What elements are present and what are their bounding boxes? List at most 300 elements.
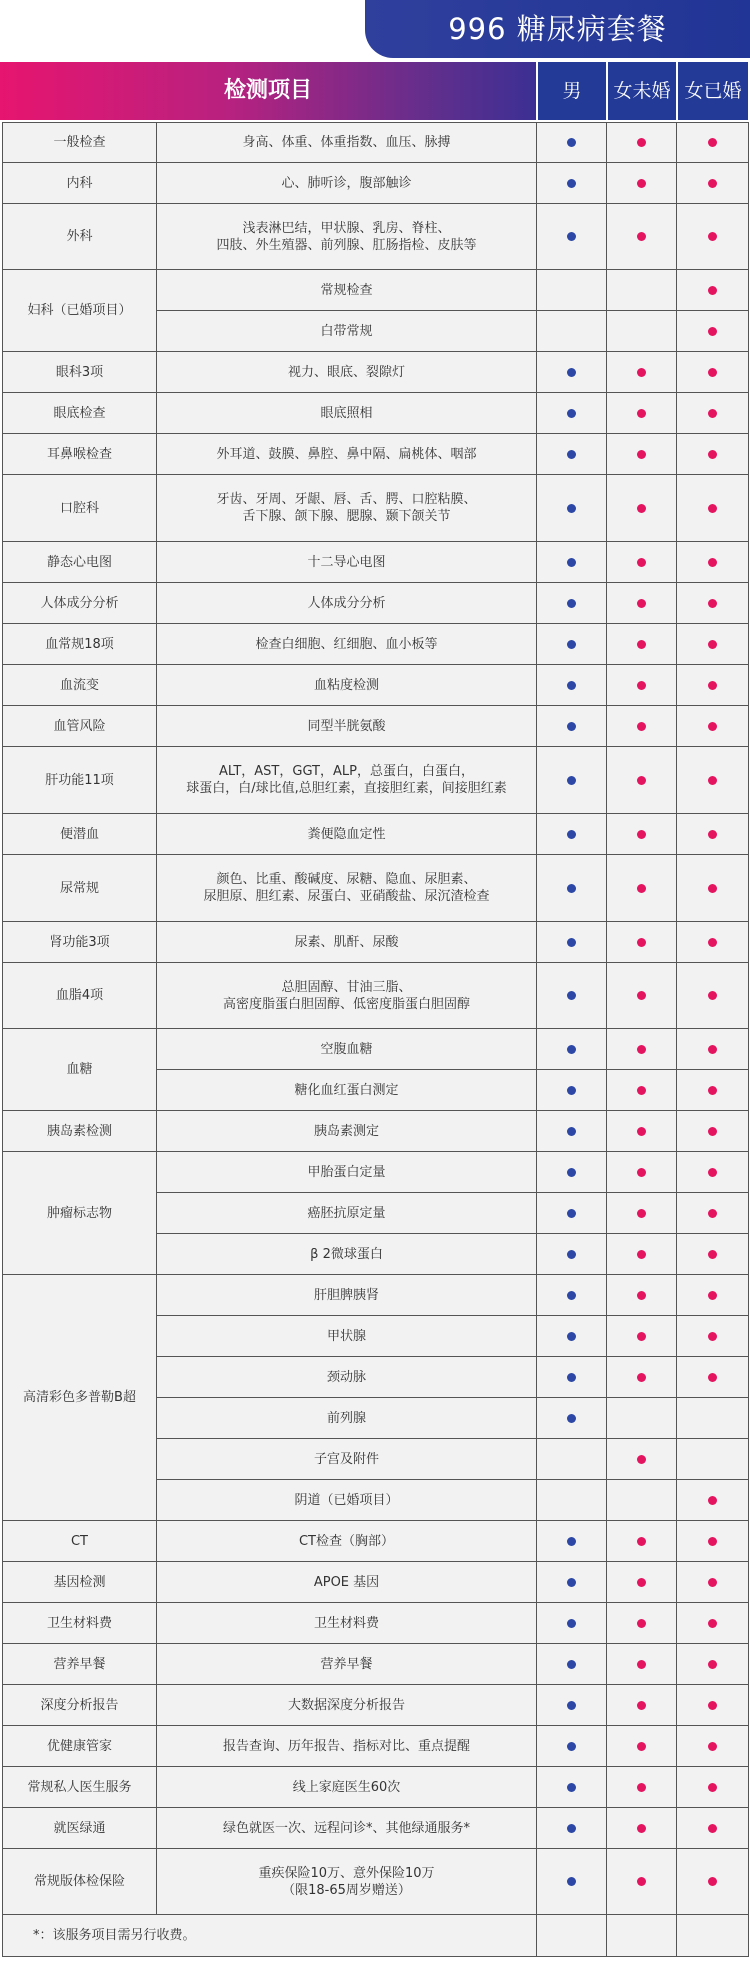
category-cell: 尿常规 bbox=[3, 855, 157, 922]
female-married-column-cell bbox=[677, 1767, 749, 1808]
included-dot-female bbox=[708, 1209, 717, 1218]
included-dot-female bbox=[708, 1783, 717, 1792]
table-row bbox=[3, 1808, 749, 1849]
female-unmarried-column-cell bbox=[607, 1275, 677, 1316]
included-dot-female bbox=[708, 991, 717, 1000]
included-dot-male bbox=[567, 1578, 576, 1587]
included-dot-female bbox=[708, 409, 717, 418]
table-row bbox=[3, 665, 749, 706]
female-married-column-cell bbox=[677, 1808, 749, 1849]
female-unmarried-column-cell bbox=[607, 963, 677, 1029]
included-dot-female bbox=[637, 1127, 646, 1136]
category-cell: 眼科3项 bbox=[3, 352, 157, 393]
male-column-cell bbox=[537, 352, 607, 393]
item-detail-cell: β 2微球蛋白 bbox=[157, 1234, 537, 1275]
included-dot-female bbox=[708, 1168, 717, 1177]
table-row bbox=[3, 1767, 749, 1808]
included-dot-male bbox=[567, 599, 576, 608]
female-unmarried-column-cell bbox=[607, 311, 677, 352]
included-dot-female bbox=[637, 681, 646, 690]
included-dot-female bbox=[637, 1086, 646, 1095]
included-dot-female bbox=[637, 409, 646, 418]
male-column-cell bbox=[537, 624, 607, 665]
included-dot-female bbox=[637, 1619, 646, 1628]
male-column-cell bbox=[537, 665, 607, 706]
included-dot-female bbox=[708, 450, 717, 459]
footnote-empty-cell bbox=[607, 1915, 677, 1957]
included-dot-female bbox=[708, 1496, 717, 1505]
table-row bbox=[3, 1685, 749, 1726]
item-detail-cell: 胰岛素测定 bbox=[157, 1111, 537, 1152]
package-title: 996 糖尿病套餐 bbox=[365, 0, 750, 58]
item-detail-cell: 子宫及附件 bbox=[157, 1439, 537, 1480]
male-column-cell bbox=[537, 1685, 607, 1726]
included-dot-male bbox=[567, 1127, 576, 1136]
table-row bbox=[3, 542, 749, 583]
category-cell: 基因检测 bbox=[3, 1562, 157, 1603]
included-dot-female bbox=[637, 1291, 646, 1300]
item-detail-cell: 总胆固醇、甘油三脂、 高密度脂蛋白胆固醇、低密度脂蛋白胆固醇 bbox=[157, 963, 537, 1029]
female-unmarried-column-cell bbox=[607, 270, 677, 311]
included-dot-male bbox=[567, 722, 576, 731]
male-column-cell bbox=[537, 393, 607, 434]
category-cell: 外科 bbox=[3, 204, 157, 270]
female-married-column-cell bbox=[677, 747, 749, 814]
category-cell: 血常规18项 bbox=[3, 624, 157, 665]
female-married-column-cell bbox=[677, 352, 749, 393]
category-cell: 妇科（已婚项目） bbox=[3, 270, 157, 352]
female-unmarried-column-cell bbox=[607, 1439, 677, 1480]
included-dot-female bbox=[637, 1783, 646, 1792]
female-married-column-cell bbox=[677, 1152, 749, 1193]
female-married-column-cell bbox=[677, 123, 749, 163]
category-cell: 一般检查 bbox=[3, 123, 157, 163]
male-column-cell bbox=[537, 1275, 607, 1316]
category-cell: 高清彩色多普勒B超 bbox=[3, 1275, 157, 1521]
item-detail-cell: 糖化血红蛋白测定 bbox=[157, 1070, 537, 1111]
included-dot-female bbox=[637, 1168, 646, 1177]
female-unmarried-column-cell bbox=[607, 204, 677, 270]
female-unmarried-column-cell bbox=[607, 542, 677, 583]
male-column-cell bbox=[537, 1439, 607, 1480]
item-detail-cell: 颜色、比重、酸碱度、尿糖、隐血、尿胆素、 尿胆原、胆红素、尿蛋白、亚硝酸盐、尿沉渣检查 bbox=[157, 855, 537, 922]
item-detail-cell: 十二导心电图 bbox=[157, 542, 537, 583]
category-cell: 肾功能3项 bbox=[3, 922, 157, 963]
female-married-column-cell bbox=[677, 922, 749, 963]
male-column-cell bbox=[537, 1193, 607, 1234]
table-row bbox=[3, 1111, 749, 1152]
included-dot-male bbox=[567, 179, 576, 188]
included-dot-female bbox=[708, 830, 717, 839]
male-column-cell bbox=[537, 1480, 607, 1521]
female-unmarried-column-cell bbox=[607, 1357, 677, 1398]
female-unmarried-column-cell bbox=[607, 1521, 677, 1562]
included-dot-female bbox=[637, 1455, 646, 1464]
item-detail-cell: 甲胎蛋白定量 bbox=[157, 1152, 537, 1193]
male-column-cell bbox=[537, 270, 607, 311]
included-dot-female bbox=[637, 884, 646, 893]
included-dot-male bbox=[567, 1045, 576, 1054]
item-detail-cell: 绿色就医一次、远程问诊*、其他绿通服务* bbox=[157, 1808, 537, 1849]
included-dot-female bbox=[708, 558, 717, 567]
item-detail-cell: 甲状腺 bbox=[157, 1316, 537, 1357]
female-married-column-cell bbox=[677, 624, 749, 665]
item-detail-cell: 外耳道、鼓膜、鼻腔、鼻中隔、扁桃体、咽部 bbox=[157, 434, 537, 475]
female-unmarried-column-cell bbox=[607, 1152, 677, 1193]
included-dot-female bbox=[637, 1373, 646, 1382]
included-dot-female bbox=[708, 1578, 717, 1587]
item-detail-cell: 营养早餐 bbox=[157, 1644, 537, 1685]
included-dot-female bbox=[637, 1250, 646, 1259]
category-cell: 静态心电图 bbox=[3, 542, 157, 583]
included-dot-female bbox=[637, 450, 646, 459]
included-dot-female bbox=[708, 722, 717, 731]
female-unmarried-column-cell bbox=[607, 922, 677, 963]
male-column-cell bbox=[537, 542, 607, 583]
female-unmarried-column-cell bbox=[607, 814, 677, 855]
table-row bbox=[3, 352, 749, 393]
included-dot-female bbox=[708, 1332, 717, 1341]
female-married-column-cell bbox=[677, 1521, 749, 1562]
included-dot-male bbox=[567, 1877, 576, 1886]
included-dot-female bbox=[637, 138, 646, 147]
female-married-column-cell bbox=[677, 311, 749, 352]
female-unmarried-column-cell bbox=[607, 1808, 677, 1849]
included-dot-female bbox=[708, 1537, 717, 1546]
female-unmarried-column-cell bbox=[607, 1029, 677, 1070]
female-married-column-cell bbox=[677, 1234, 749, 1275]
included-dot-female bbox=[708, 1045, 717, 1054]
included-dot-female bbox=[708, 232, 717, 241]
female-married-column-cell bbox=[677, 1357, 749, 1398]
female-married-column-cell bbox=[677, 393, 749, 434]
table-row bbox=[3, 1603, 749, 1644]
included-dot-female bbox=[708, 368, 717, 377]
male-column-cell bbox=[537, 963, 607, 1029]
category-cell: 营养早餐 bbox=[3, 1644, 157, 1685]
item-detail-cell: 报告查询、历年报告、指标对比、重点提醒 bbox=[157, 1726, 537, 1767]
included-dot-female bbox=[708, 681, 717, 690]
included-dot-female bbox=[708, 1291, 717, 1300]
included-dot-female bbox=[637, 1742, 646, 1751]
included-dot-female bbox=[708, 138, 717, 147]
included-dot-female bbox=[637, 830, 646, 839]
item-detail-cell: 浅表淋巴结，甲状腺、乳房、脊柱、 四肢、外生殖器、前列腺、肛肠指检、皮肤等 bbox=[157, 204, 537, 270]
female-unmarried-column-cell bbox=[607, 352, 677, 393]
female-married-column-cell bbox=[677, 270, 749, 311]
included-dot-female bbox=[637, 599, 646, 608]
male-column-cell bbox=[537, 1398, 607, 1439]
included-dot-male bbox=[567, 1660, 576, 1669]
male-column-cell bbox=[537, 1808, 607, 1849]
female-married-column-cell bbox=[677, 1726, 749, 1767]
male-column-cell bbox=[537, 747, 607, 814]
included-dot-male bbox=[567, 138, 576, 147]
included-dot-female bbox=[708, 1086, 717, 1095]
table-row bbox=[3, 1029, 749, 1070]
table-row bbox=[3, 1726, 749, 1767]
category-cell: CT bbox=[3, 1521, 157, 1562]
included-dot-female bbox=[637, 179, 646, 188]
female-unmarried-column-cell bbox=[607, 1685, 677, 1726]
female-married-column-cell bbox=[677, 1685, 749, 1726]
exam-items-table bbox=[2, 122, 749, 1957]
male-column-cell bbox=[537, 1111, 607, 1152]
category-cell: 血糖 bbox=[3, 1029, 157, 1111]
item-detail-cell: 癌胚抗原定量 bbox=[157, 1193, 537, 1234]
included-dot-male bbox=[567, 1168, 576, 1177]
included-dot-female bbox=[708, 1250, 717, 1259]
category-cell: 口腔科 bbox=[3, 475, 157, 542]
included-dot-female bbox=[708, 1742, 717, 1751]
category-cell: 胰岛素检测 bbox=[3, 1111, 157, 1152]
female-married-column-cell bbox=[677, 204, 749, 270]
male-column-cell bbox=[537, 1849, 607, 1915]
female-married-column-cell bbox=[677, 475, 749, 542]
category-cell: 常规版体检保险 bbox=[3, 1849, 157, 1915]
included-dot-male bbox=[567, 1701, 576, 1710]
included-dot-female bbox=[637, 1877, 646, 1886]
male-column-cell bbox=[537, 311, 607, 352]
included-dot-female bbox=[708, 327, 717, 336]
female-married-column-cell bbox=[677, 1275, 749, 1316]
table-row bbox=[3, 963, 749, 1029]
male-column-cell bbox=[537, 583, 607, 624]
included-dot-male bbox=[567, 1250, 576, 1259]
female-unmarried-column-cell bbox=[607, 393, 677, 434]
item-detail-cell: 粪便隐血定性 bbox=[157, 814, 537, 855]
male-column-cell bbox=[537, 1316, 607, 1357]
included-dot-male bbox=[567, 232, 576, 241]
included-dot-male bbox=[567, 640, 576, 649]
included-dot-male bbox=[567, 1209, 576, 1218]
included-dot-male bbox=[567, 1332, 576, 1341]
item-detail-cell: 常规检查 bbox=[157, 270, 537, 311]
category-cell: 肿瘤标志物 bbox=[3, 1152, 157, 1275]
female-unmarried-column-cell bbox=[607, 1562, 677, 1603]
female-married-column-cell bbox=[677, 1193, 749, 1234]
female-married-column-cell bbox=[677, 434, 749, 475]
item-detail-cell: 心、肺听诊，腹部触诊 bbox=[157, 163, 537, 204]
included-dot-female bbox=[708, 884, 717, 893]
female-unmarried-column-cell bbox=[607, 1111, 677, 1152]
included-dot-female bbox=[637, 776, 646, 785]
female-married-column-cell bbox=[677, 163, 749, 204]
female-unmarried-column-cell bbox=[607, 747, 677, 814]
table-row bbox=[3, 270, 749, 311]
female-married-column-cell bbox=[677, 1316, 749, 1357]
male-column-cell bbox=[537, 1767, 607, 1808]
female-unmarried-column-cell bbox=[607, 475, 677, 542]
included-dot-male bbox=[567, 558, 576, 567]
header-female-unmarried-column: 女未婚 bbox=[606, 62, 676, 120]
item-detail-cell: 前列腺 bbox=[157, 1398, 537, 1439]
category-cell: 就医绿通 bbox=[3, 1808, 157, 1849]
included-dot-male bbox=[567, 1086, 576, 1095]
female-unmarried-column-cell bbox=[607, 163, 677, 204]
table-row bbox=[3, 814, 749, 855]
table-row bbox=[3, 393, 749, 434]
included-dot-male bbox=[567, 1783, 576, 1792]
included-dot-female bbox=[637, 1824, 646, 1833]
included-dot-male bbox=[567, 1742, 576, 1751]
included-dot-male bbox=[567, 681, 576, 690]
included-dot-female bbox=[708, 286, 717, 295]
female-unmarried-column-cell bbox=[607, 706, 677, 747]
female-unmarried-column-cell bbox=[607, 1398, 677, 1439]
included-dot-female bbox=[637, 1045, 646, 1054]
item-detail-cell: 尿素、肌酐、尿酸 bbox=[157, 922, 537, 963]
female-married-column-cell bbox=[677, 1070, 749, 1111]
included-dot-male bbox=[567, 776, 576, 785]
included-dot-female bbox=[708, 1127, 717, 1136]
included-dot-male bbox=[567, 884, 576, 893]
female-unmarried-column-cell bbox=[607, 665, 677, 706]
male-column-cell bbox=[537, 855, 607, 922]
female-unmarried-column-cell bbox=[607, 624, 677, 665]
table-row bbox=[3, 1152, 749, 1193]
table-row bbox=[3, 475, 749, 542]
item-detail-cell: ALT，AST，GGT，ALP，总蛋白，白蛋白， 球蛋白，白/球比值,总胆红素，直接胆红素，间接胆红素 bbox=[157, 747, 537, 814]
male-column-cell bbox=[537, 204, 607, 270]
category-cell: 卫生材料费 bbox=[3, 1603, 157, 1644]
male-column-cell bbox=[537, 1644, 607, 1685]
item-detail-cell: 视力、眼底、裂隙灯 bbox=[157, 352, 537, 393]
included-dot-male bbox=[567, 1619, 576, 1628]
female-married-column-cell bbox=[677, 1439, 749, 1480]
female-married-column-cell bbox=[677, 1644, 749, 1685]
female-married-column-cell bbox=[677, 542, 749, 583]
male-column-cell bbox=[537, 922, 607, 963]
table-row bbox=[3, 1521, 749, 1562]
female-unmarried-column-cell bbox=[607, 583, 677, 624]
female-married-column-cell bbox=[677, 1029, 749, 1070]
table-row bbox=[3, 123, 749, 163]
male-column-cell bbox=[537, 1726, 607, 1767]
included-dot-female bbox=[637, 938, 646, 947]
category-cell: 血流变 bbox=[3, 665, 157, 706]
item-detail-cell: 线上家庭医生60次 bbox=[157, 1767, 537, 1808]
female-unmarried-column-cell bbox=[607, 1316, 677, 1357]
included-dot-female bbox=[708, 179, 717, 188]
table-row bbox=[3, 922, 749, 963]
included-dot-male bbox=[567, 409, 576, 418]
item-detail-cell: APOE 基因 bbox=[157, 1562, 537, 1603]
female-married-column-cell bbox=[677, 665, 749, 706]
female-married-column-cell bbox=[677, 706, 749, 747]
header-female-married-column: 女已婚 bbox=[676, 62, 748, 120]
table-row bbox=[3, 1644, 749, 1685]
included-dot-female bbox=[637, 640, 646, 649]
header-item-column: 检测项目 bbox=[0, 62, 536, 120]
table-row bbox=[3, 747, 749, 814]
female-married-column-cell bbox=[677, 1480, 749, 1521]
category-cell: 眼底检查 bbox=[3, 393, 157, 434]
item-detail-cell: 大数据深度分析报告 bbox=[157, 1685, 537, 1726]
item-detail-cell: 空腹血糖 bbox=[157, 1029, 537, 1070]
included-dot-female bbox=[708, 1701, 717, 1710]
included-dot-female bbox=[708, 599, 717, 608]
male-column-cell bbox=[537, 1357, 607, 1398]
table-row bbox=[3, 583, 749, 624]
included-dot-female bbox=[708, 1373, 717, 1382]
item-detail-cell: 人体成分分析 bbox=[157, 583, 537, 624]
category-cell: 肝功能11项 bbox=[3, 747, 157, 814]
included-dot-female bbox=[708, 776, 717, 785]
included-dot-male bbox=[567, 1537, 576, 1546]
male-column-cell bbox=[537, 1603, 607, 1644]
included-dot-female bbox=[637, 368, 646, 377]
category-cell: 人体成分分析 bbox=[3, 583, 157, 624]
female-unmarried-column-cell bbox=[607, 1726, 677, 1767]
included-dot-female bbox=[708, 504, 717, 513]
included-dot-female bbox=[637, 1660, 646, 1669]
table-row bbox=[3, 204, 749, 270]
included-dot-female bbox=[637, 1332, 646, 1341]
category-cell: 血脂4项 bbox=[3, 963, 157, 1029]
item-detail-cell: 重疾保险10万、意外保险10万 （限18-65周岁赠送） bbox=[157, 1849, 537, 1915]
included-dot-female bbox=[637, 1701, 646, 1710]
female-married-column-cell bbox=[677, 814, 749, 855]
included-dot-female bbox=[637, 232, 646, 241]
male-column-cell bbox=[537, 475, 607, 542]
male-column-cell bbox=[537, 434, 607, 475]
included-dot-male bbox=[567, 450, 576, 459]
female-married-column-cell bbox=[677, 1603, 749, 1644]
footnote-empty-cell bbox=[537, 1915, 607, 1957]
table-row bbox=[3, 434, 749, 475]
female-married-column-cell bbox=[677, 583, 749, 624]
female-married-column-cell bbox=[677, 1849, 749, 1915]
table-row bbox=[3, 163, 749, 204]
female-unmarried-column-cell bbox=[607, 1193, 677, 1234]
item-detail-cell: 阴道（已婚项目） bbox=[157, 1480, 537, 1521]
category-cell: 内科 bbox=[3, 163, 157, 204]
female-unmarried-column-cell bbox=[607, 1767, 677, 1808]
table-row bbox=[3, 624, 749, 665]
female-married-column-cell bbox=[677, 1398, 749, 1439]
female-unmarried-column-cell bbox=[607, 1480, 677, 1521]
female-unmarried-column-cell bbox=[607, 1234, 677, 1275]
female-unmarried-column-cell bbox=[607, 855, 677, 922]
female-unmarried-column-cell bbox=[607, 1603, 677, 1644]
included-dot-female bbox=[708, 1619, 717, 1628]
category-cell: 血管风险 bbox=[3, 706, 157, 747]
female-married-column-cell bbox=[677, 855, 749, 922]
included-dot-female bbox=[708, 1877, 717, 1886]
table-row bbox=[3, 1275, 749, 1316]
included-dot-female bbox=[637, 722, 646, 731]
male-column-cell bbox=[537, 1234, 607, 1275]
item-detail-cell: 检查白细胞、红细胞、血小板等 bbox=[157, 624, 537, 665]
included-dot-female bbox=[708, 1824, 717, 1833]
item-detail-cell: 肝胆脾胰肾 bbox=[157, 1275, 537, 1316]
included-dot-male bbox=[567, 1824, 576, 1833]
included-dot-male bbox=[567, 1414, 576, 1423]
category-cell: 耳鼻喉检查 bbox=[3, 434, 157, 475]
male-column-cell bbox=[537, 1070, 607, 1111]
footnote-empty-cell bbox=[677, 1915, 749, 1957]
included-dot-female bbox=[708, 1660, 717, 1669]
included-dot-female bbox=[708, 640, 717, 649]
male-column-cell bbox=[537, 1521, 607, 1562]
item-detail-cell: 卫生材料费 bbox=[157, 1603, 537, 1644]
male-column-cell bbox=[537, 1562, 607, 1603]
footnote-row bbox=[3, 1915, 749, 1957]
female-unmarried-column-cell bbox=[607, 1070, 677, 1111]
footnote: *：该服务项目需另行收费。 bbox=[3, 1915, 537, 1957]
table-header bbox=[0, 62, 750, 120]
